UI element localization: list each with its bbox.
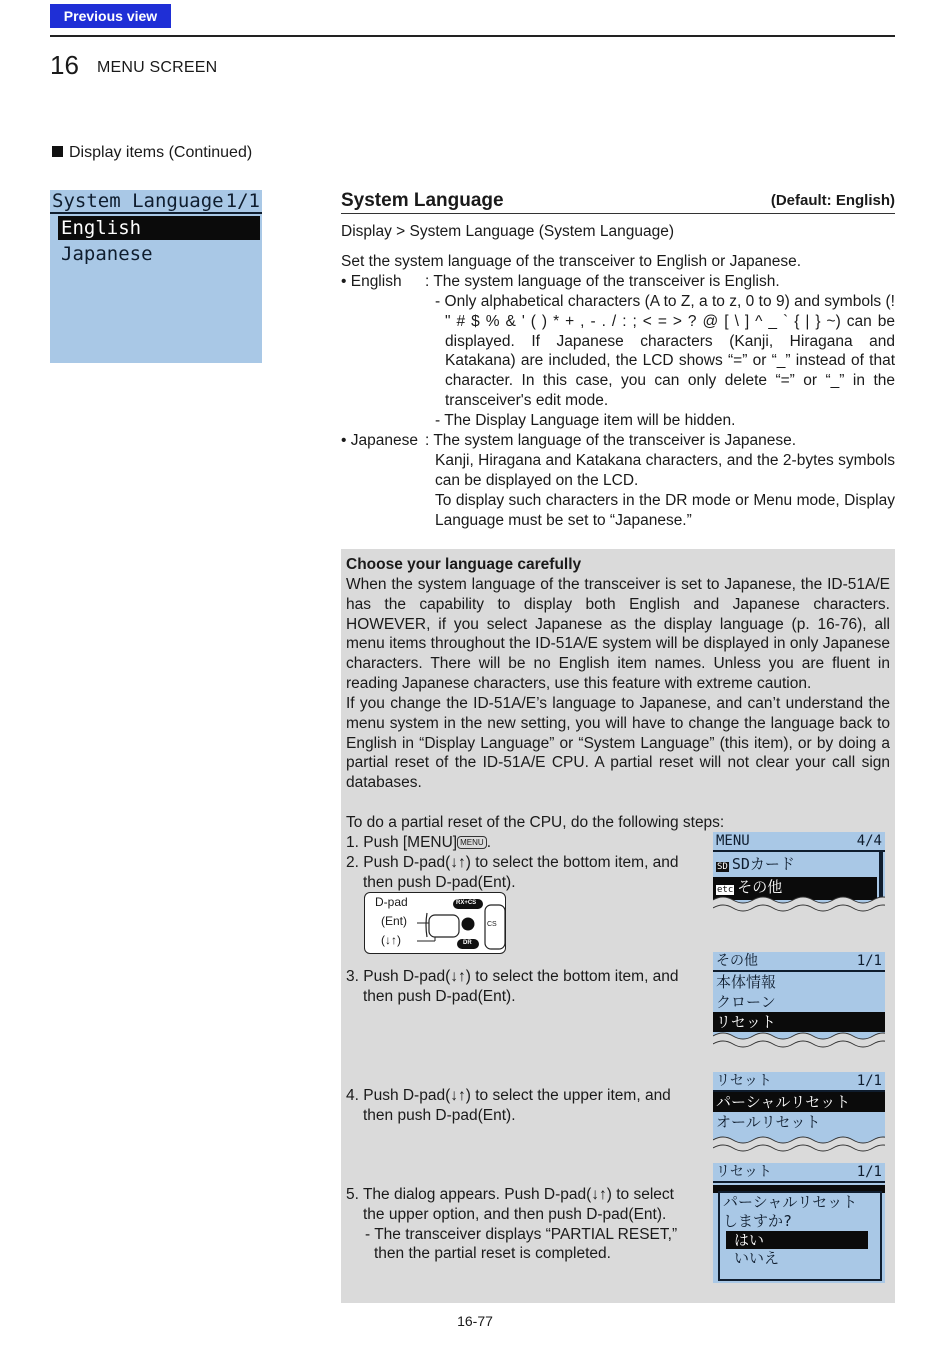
lcd-page: 1/1 — [225, 190, 260, 212]
lcd-item-english: English — [58, 216, 260, 240]
step-1: 1. Push [MENU] MENU . — [346, 834, 491, 851]
lcd-item-clone: クローン — [716, 993, 776, 1011]
option-japanese-note-1: Kanji, Hiragana and Katakana characters, and the 2-bytes symbols can be displayed on the LCD. — [435, 452, 895, 489]
dpad-diagram — [364, 892, 506, 954]
lcd-header — [50, 190, 262, 214]
lcd-item-all-reset: オールリセット — [716, 1113, 821, 1131]
dialog-option-yes: はい — [726, 1231, 868, 1249]
option-english-label: • English — [341, 273, 402, 290]
lcd-system-language — [50, 190, 262, 363]
lcd-header: MENU 4/4 — [713, 832, 885, 852]
lcd-header: その他 1/1 — [713, 952, 885, 972]
square-bullet-icon — [52, 146, 63, 157]
lcd-torn-edge-icon — [713, 1134, 885, 1156]
dpad-label: D-pad — [375, 895, 408, 909]
step-3: 3. Push D-pad(↓↑) to select the bottom item, and then push D-pad(Ent). — [346, 968, 679, 1005]
item-default: (Default: English) — [770, 192, 895, 209]
section-heading: Display items (Continued) — [52, 143, 252, 163]
lcd-reset — [713, 1072, 885, 1156]
lcd-item-partial-reset: パーシャルリセット — [713, 1092, 885, 1112]
lcd-item-japanese: Japanese — [61, 243, 153, 265]
dr-key-label: DR — [463, 940, 472, 946]
header-rule — [50, 35, 895, 37]
step-5: 5. The dialog appears. Push D-pad(↓↑) to select the upper option, and then push D-pad(Ent). - The transceiver displays “PARTIAL RESET,” then the partial reset is completed. — [346, 1186, 678, 1263]
item-intro: Set the system language of the transceiver to English or Japanese. — [341, 253, 802, 270]
lcd-header: リセット 1/1 — [713, 1163, 885, 1183]
dialog-option-no: いいえ — [734, 1249, 780, 1267]
sd-icon: SD — [717, 862, 728, 872]
rx-cs-key-label: RX+CS — [456, 900, 477, 906]
cs-key-label: CS — [487, 921, 497, 928]
menu-key-icon: MENU — [457, 836, 487, 849]
option-japanese-desc: : The system language of the transceiver is Japanese. — [425, 432, 797, 449]
lcd-torn-edge-icon — [713, 894, 885, 916]
caution-title: Choose your language carefully — [346, 556, 582, 573]
dpad-ent-label: (Ent) — [381, 914, 408, 928]
option-english-desc: : The system language of the transceiver is English. — [425, 273, 780, 290]
lcd-item-info: 本体情報 — [716, 973, 777, 991]
lcd-torn-edge-icon — [713, 1030, 885, 1052]
step-2: 2. Push D-pad(↓↑) to select the bottom item, and then push D-pad(Ent). — [346, 854, 679, 891]
lcd-header: リセット 1/1 — [713, 1072, 885, 1092]
option-english-note-1: - Only alphabetical characters (A to Z, a to z, 0 to 9) and symbols (! " # $ % & ' ( ) * + , - . / : ; < = > ? @ [ \ ] ^ _ ` { | } ~) can be displayed. If Japanese characters (Kanji, Hiragana and Katakana) are included, the LCD shows “=” or “_” instead of that character. In this case, you can only delete “=” or “_” in the transceiver's edit mode. — [435, 293, 895, 409]
caution-paragraph-2: If you change the ID-51A/E’s language to Japanese, and can’t understand the menu system in the new setting, you will have to change the language back to English in “Display Language” or “System Language” (this item), or by doing a partial reset of the ID-51A/E CPU. A partial reset will not clear your call sign databases. — [346, 695, 890, 792]
option-english-note-2: - The Display Language item will be hidden. — [435, 412, 736, 429]
lcd-other — [713, 952, 885, 1052]
option-japanese-note-2: To display such characters in the DR mode or Menu mode, Display Language must be set to “Japanese.” — [435, 492, 895, 529]
chapter-title: MENU SCREEN — [97, 59, 218, 76]
confirm-dialog — [718, 1191, 882, 1281]
etc-icon: etc — [717, 885, 734, 895]
item-heading — [341, 190, 895, 214]
lcd-menu — [713, 832, 885, 916]
previous-view-button[interactable]: Previous view — [50, 4, 171, 28]
step-4: 4. Push D-pad(↓↑) to select the upper item, and then push D-pad(Ent). — [346, 1087, 671, 1124]
caution-paragraph-1: When the system language of the transceiver is set to Japanese, the ID-51A/E has the capability to display both English and Japanese characters. HOWEVER, if you select Japanese as the display language (p. 16-76), all menu items throughout the ID-51A/E system will be displayed in only Japanese characters. There will be no English item names. Unless you are fluent in reading Japanese characters, use this feature with extreme caution. — [346, 576, 890, 692]
lcd-item-other: etc その他 — [713, 877, 877, 900]
lcd-item-reset: リセット — [713, 1012, 885, 1032]
dpad-updown-label: (↓↑) — [381, 933, 401, 947]
lcd-title: System Language — [52, 190, 224, 212]
lcd-item-sd-card: SD SDカード — [717, 855, 795, 873]
dialog-message-2: しますか? — [723, 1212, 793, 1230]
page-number: 16-77 — [457, 1313, 493, 1329]
chapter-number: 16 — [50, 50, 79, 80]
item-path: Display > System Language (System Language) — [341, 223, 675, 240]
item-title: System Language — [341, 190, 504, 211]
dialog-message-1: パーシャルリセット — [723, 1193, 858, 1211]
lcd-reset-dialog — [713, 1163, 885, 1283]
reset-steps-intro: To do a partial reset of the CPU, do the following steps: — [346, 814, 725, 831]
option-japanese-label: • Japanese — [341, 432, 418, 449]
